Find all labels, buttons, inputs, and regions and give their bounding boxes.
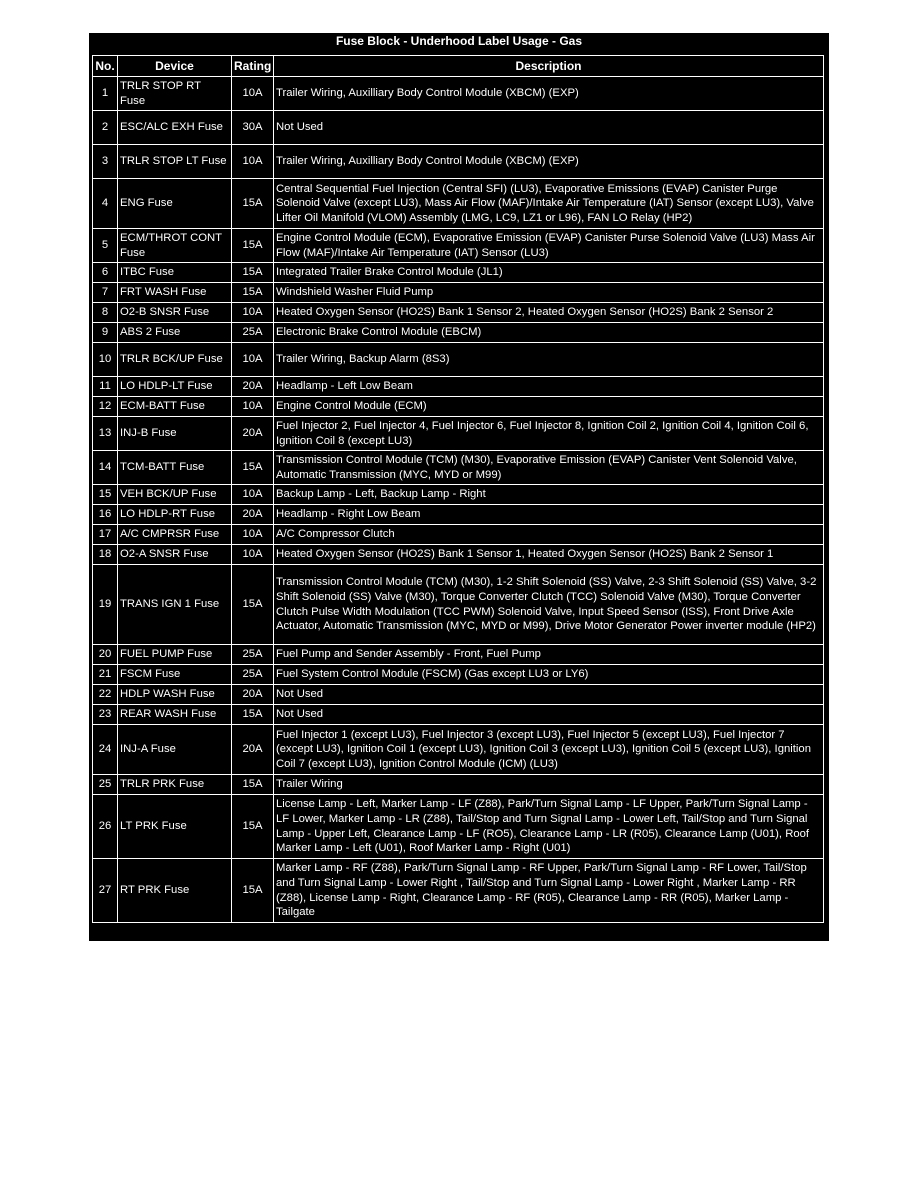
description-cell: Not Used: [274, 111, 824, 145]
rating-cell: 20A: [232, 505, 274, 525]
device-cell: ITBC Fuse: [118, 263, 232, 283]
device-cell: FSCM Fuse: [118, 665, 232, 685]
fuse-table-frame: [89, 33, 829, 941]
description-cell: Fuel Pump and Sender Assembly - Front, Fuel Pump: [274, 645, 824, 665]
table-row: [93, 505, 824, 525]
description-cell: Trailer Wiring, Backup Alarm (8S3): [274, 343, 824, 377]
row-number: 4: [93, 179, 118, 229]
table-row: [93, 263, 824, 283]
device-cell: TRLR BCK/UP Fuse: [118, 343, 232, 377]
device-cell: FRT WASH Fuse: [118, 283, 232, 303]
table-row: [93, 397, 824, 417]
description-cell: Engine Control Module (ECM), Evaporative Emission (EVAP) Canister Purse Solenoid Valve (LU3) Mass Air Flow (MAF)/Intake Air Temperature (IAT) Sensor (LU3): [274, 229, 824, 263]
device-cell: LO HDLP-LT Fuse: [118, 377, 232, 397]
description-cell: Marker Lamp - RF (Z88), Park/Turn Signal Lamp - RF Upper, Park/Turn Signal Lamp - RF Lower, Tail/Stop and Turn Signal Lamp - Lower Right , Tail/Stop and Turn Signal Lamp - Lower Right , Marker Lamp - RR (Z88), License Lamp - Right, Clearance Lamp - RF (R05), Clearance Lamp - RR (R05), Marker Lamp - Tailgate: [274, 859, 824, 923]
table-row: [93, 451, 824, 485]
table-row: [93, 377, 824, 397]
row-number: 1: [93, 77, 118, 111]
row-number: 17: [93, 525, 118, 545]
rating-cell: 10A: [232, 485, 274, 505]
description-cell: Windshield Washer Fluid Pump: [274, 283, 824, 303]
device-cell: TCM-BATT Fuse: [118, 451, 232, 485]
device-cell: ECM-BATT Fuse: [118, 397, 232, 417]
row-number: 19: [93, 565, 118, 645]
rating-cell: 15A: [232, 775, 274, 795]
description-cell: Backup Lamp - Left, Backup Lamp - Right: [274, 485, 824, 505]
row-number: 23: [93, 705, 118, 725]
rating-cell: 15A: [232, 283, 274, 303]
device-cell: TRLR STOP RT Fuse: [118, 77, 232, 111]
device-cell: O2-A SNSR Fuse: [118, 545, 232, 565]
table-row: [93, 859, 824, 923]
description-cell: Not Used: [274, 705, 824, 725]
description-cell: Integrated Trailer Brake Control Module (JL1): [274, 263, 824, 283]
device-cell: ENG Fuse: [118, 179, 232, 229]
device-cell: ECM/THROT CONT Fuse: [118, 229, 232, 263]
row-number: 10: [93, 343, 118, 377]
device-cell: A/C CMPRSR Fuse: [118, 525, 232, 545]
row-number: 8: [93, 303, 118, 323]
description-cell: Trailer Wiring, Auxilliary Body Control Module (XBCM) (EXP): [274, 77, 824, 111]
description-cell: Fuel Injector 2, Fuel Injector 4, Fuel Injector 6, Fuel Injector 8, Ignition Coil 2, Ignition Coil 4, Ignition Coil 6, Ignition Coil 8 (except LU3): [274, 417, 824, 451]
description-cell: Trailer Wiring, Auxilliary Body Control Module (XBCM) (EXP): [274, 145, 824, 179]
rating-cell: 15A: [232, 179, 274, 229]
device-cell: HDLP WASH Fuse: [118, 685, 232, 705]
row-number: 3: [93, 145, 118, 179]
description-cell: Electronic Brake Control Module (EBCM): [274, 323, 824, 343]
description-cell: Trailer Wiring: [274, 775, 824, 795]
table-row: [93, 775, 824, 795]
table-row: [93, 77, 824, 111]
table-row: [93, 417, 824, 451]
device-cell: TRLR STOP LT Fuse: [118, 145, 232, 179]
rating-cell: 25A: [232, 645, 274, 665]
description-cell: Engine Control Module (ECM): [274, 397, 824, 417]
table-row: [93, 795, 824, 859]
rating-cell: 20A: [232, 725, 274, 775]
row-number: 25: [93, 775, 118, 795]
device-cell: FUEL PUMP Fuse: [118, 645, 232, 665]
device-cell: RT PRK Fuse: [118, 859, 232, 923]
row-number: 18: [93, 545, 118, 565]
description-cell: Not Used: [274, 685, 824, 705]
rating-cell: 10A: [232, 145, 274, 179]
device-cell: INJ-A Fuse: [118, 725, 232, 775]
row-number: 12: [93, 397, 118, 417]
header-description: Description: [274, 56, 824, 77]
table-row: [93, 283, 824, 303]
row-number: 20: [93, 645, 118, 665]
rating-cell: 10A: [232, 303, 274, 323]
fuse-table: [92, 55, 824, 923]
device-cell: LO HDLP-RT Fuse: [118, 505, 232, 525]
device-cell: TRLR PRK Fuse: [118, 775, 232, 795]
rating-cell: 20A: [232, 685, 274, 705]
device-cell: INJ-B Fuse: [118, 417, 232, 451]
table-row: [93, 229, 824, 263]
description-cell: Transmission Control Module (TCM) (M30), 1-2 Shift Solenoid (SS) Valve, 2-3 Shift Solenoid (SS) Valve, 3-2 Shift Solenoid (SS) Valve (M30), Torque Converter Clutch (TCC) Solenoid Valve (M30), Torque Converter Clutch Pulse Width Modulation (TCC PWM) Solenoid Valve, Input Speed Sensor (ISS), Front Drive Axle Actuator, Automatic Transmission (MYC, MYD or M99), Drive Motor Generator Power inverter module (HP2): [274, 565, 824, 645]
table-row: [93, 725, 824, 775]
rating-cell: 30A: [232, 111, 274, 145]
device-cell: ABS 2 Fuse: [118, 323, 232, 343]
rating-cell: 10A: [232, 77, 274, 111]
rating-cell: 15A: [232, 795, 274, 859]
row-number: 16: [93, 505, 118, 525]
row-number: 11: [93, 377, 118, 397]
rating-cell: 25A: [232, 665, 274, 685]
rating-cell: 10A: [232, 343, 274, 377]
row-number: 7: [93, 283, 118, 303]
description-cell: Headlamp - Left Low Beam: [274, 377, 824, 397]
table-row: [93, 665, 824, 685]
description-cell: Headlamp - Right Low Beam: [274, 505, 824, 525]
table-row: [93, 705, 824, 725]
row-number: 2: [93, 111, 118, 145]
table-row: [93, 525, 824, 545]
row-number: 21: [93, 665, 118, 685]
description-cell: License Lamp - Left, Marker Lamp - LF (Z88), Park/Turn Signal Lamp - LF Upper, Park/Turn Signal Lamp - LF Lower, Marker Lamp - LR (Z88), Tail/Stop and Turn Signal Lamp - Lower Left, Tail/Stop and Turn Signal Lamp - Upper Left, Clearance Lamp - LF (RO5), Clearance Lamp - LR (R05), Clearance Lamp (U01), Roof Marker Lamp - Left (U01), Roof Marker Lamp - Right (U01): [274, 795, 824, 859]
header-no: No.: [93, 56, 118, 77]
table-row: [93, 685, 824, 705]
device-cell: LT PRK Fuse: [118, 795, 232, 859]
rating-cell: 10A: [232, 545, 274, 565]
table-row: [93, 111, 824, 145]
rating-cell: 15A: [232, 705, 274, 725]
row-number: 5: [93, 229, 118, 263]
row-number: 9: [93, 323, 118, 343]
rating-cell: 10A: [232, 397, 274, 417]
row-number: 24: [93, 725, 118, 775]
table-row: [93, 179, 824, 229]
row-number: 15: [93, 485, 118, 505]
rating-cell: 15A: [232, 263, 274, 283]
description-cell: Fuel Injector 1 (except LU3), Fuel Injector 3 (except LU3), Fuel Injector 5 (except LU3), Fuel Injector 7 (except LU3), Ignition Coil 1 (except LU3), Ignition Coil 3 (except LU3), Ignition Coil 5 (except LU3), Ignition Coil 7 (except LU3), Ignition Control Module (ICM) (LU3): [274, 725, 824, 775]
header-row: [93, 56, 824, 77]
description-cell: A/C Compressor Clutch: [274, 525, 824, 545]
table-row: [93, 565, 824, 645]
row-number: 26: [93, 795, 118, 859]
table-title: Fuse Block - Underhood Label Usage - Gas: [335, 34, 583, 48]
row-number: 13: [93, 417, 118, 451]
table-row: [93, 323, 824, 343]
table-row: [93, 343, 824, 377]
row-number: 14: [93, 451, 118, 485]
device-cell: O2-B SNSR Fuse: [118, 303, 232, 323]
header-device: Device: [118, 56, 232, 77]
device-cell: TRANS IGN 1 Fuse: [118, 565, 232, 645]
description-cell: Central Sequential Fuel Injection (Central SFI) (LU3), Evaporative Emissions (EVAP) Canister Purge Solenoid Valve (except LU3), Mass Air Flow (MAF)/Intake Air Temperature (IAT) Sensor (except LU3), Valve Lifter Oil Manifold (VLOM) Assembly (LMG, LC9, LZ1 or L96), FAN LO Relay (HP2): [274, 179, 824, 229]
table-row: [93, 303, 824, 323]
rating-cell: 15A: [232, 859, 274, 923]
rating-cell: 20A: [232, 417, 274, 451]
row-number: 27: [93, 859, 118, 923]
rating-cell: 25A: [232, 323, 274, 343]
table-row: [93, 645, 824, 665]
header-rating: Rating: [232, 56, 274, 77]
rating-cell: 15A: [232, 451, 274, 485]
rating-cell: 10A: [232, 525, 274, 545]
description-cell: Heated Oxygen Sensor (HO2S) Bank 1 Sensor 2, Heated Oxygen Sensor (HO2S) Bank 2 Sensor 2: [274, 303, 824, 323]
device-cell: ESC/ALC EXH Fuse: [118, 111, 232, 145]
rating-cell: 20A: [232, 377, 274, 397]
row-number: 22: [93, 685, 118, 705]
table-row: [93, 485, 824, 505]
device-cell: REAR WASH Fuse: [118, 705, 232, 725]
row-number: 6: [93, 263, 118, 283]
table-row: [93, 545, 824, 565]
description-cell: Transmission Control Module (TCM) (M30), Evaporative Emission (EVAP) Canister Vent Solenoid Valve, Automatic Transmission (MYC, MYD or M99): [274, 451, 824, 485]
device-cell: VEH BCK/UP Fuse: [118, 485, 232, 505]
rating-cell: 15A: [232, 565, 274, 645]
table-row: [93, 145, 824, 179]
rating-cell: 15A: [232, 229, 274, 263]
description-cell: Heated Oxygen Sensor (HO2S) Bank 1 Sensor 1, Heated Oxygen Sensor (HO2S) Bank 2 Sensor 1: [274, 545, 824, 565]
description-cell: Fuel System Control Module (FSCM) (Gas except LU3 or LY6): [274, 665, 824, 685]
